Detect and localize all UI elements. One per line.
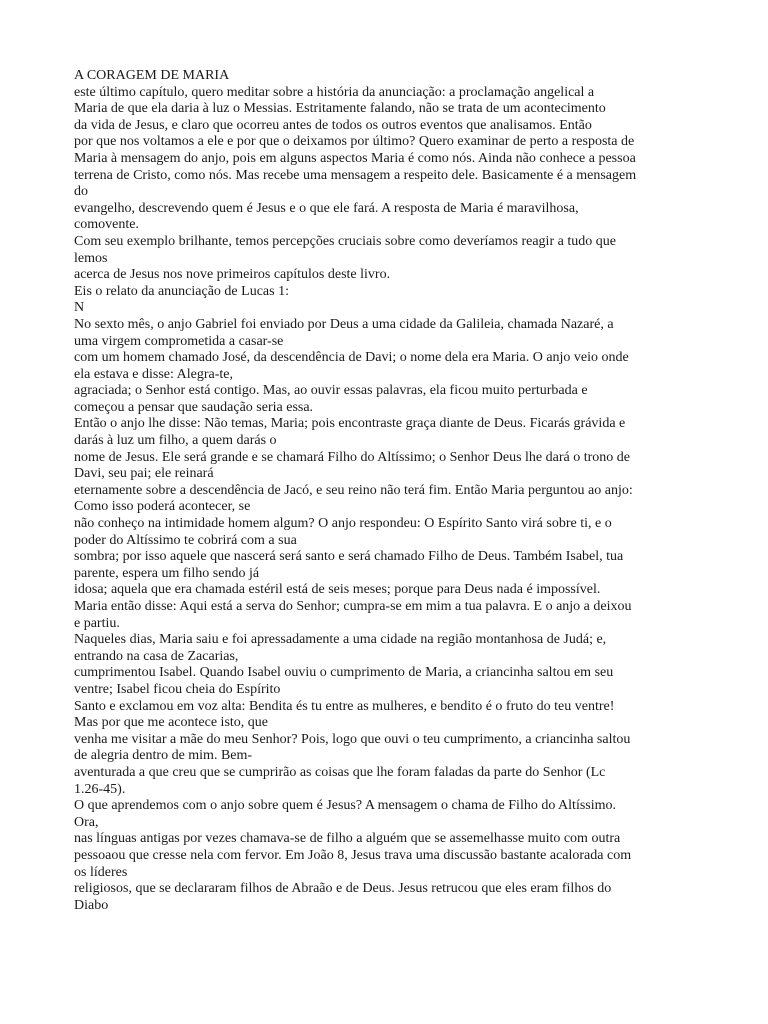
- text-line: terrena de Cristo, como nós. Mas recebe uma mensagem a respeito dele. Basicamente é a mensagem: [74, 167, 637, 183]
- text-line: venha me visitar a mãe do meu Senhor? Pois, logo que ouvi o teu cumprimento, a criancinha saltou: [74, 731, 631, 747]
- text-line: Então o anjo lhe disse: Não temas, Maria; pois encontraste graça diante de Deus. Ficarás grávida e: [74, 416, 626, 432]
- text-line: Como isso poderá acontecer, se: [74, 499, 251, 515]
- text-line: com um homem chamado José, da descendência de Davi; o nome dela era Maria. O anjo veio onde: [74, 350, 629, 366]
- text-line: eternamente sobre a descendência de Jacó, e seu reino não terá fim. Então Maria perguntou ao anjo:: [74, 482, 633, 498]
- text-line: Maria à mensagem do anjo, pois em alguns aspectos Maria é como nós. Ainda não conhece a pessoa: [74, 150, 636, 166]
- text-line: idosa; aquela que era chamada estéril está de seis meses; porque para Deus nada é impossível.: [74, 582, 601, 598]
- text-line: nome de Jesus. Ele será grande e se chamará Filho do Altíssimo; o Senhor Deus lhe dará o trono de: [74, 449, 630, 465]
- text-line: acerca de Jesus nos nove primeiros capítulos deste livro.: [74, 267, 391, 283]
- text-line: os líderes: [74, 864, 128, 880]
- text-line: lemos: [74, 250, 108, 266]
- text-line: comovente.: [74, 217, 139, 233]
- text-line: sombra; por isso aquele que nascerá será santo e será chamado Filho de Deus. Também Isabel, tua: [74, 549, 624, 565]
- text-line: ventre; Isabel ficou cheia do Espírito: [74, 681, 281, 697]
- text-line: aventurada a que creu que se cumprirão as coisas que lhe foram faladas da parte do Senhor (Lc: [74, 764, 606, 780]
- text-line: Davi, seu pai; ele reinará: [74, 466, 214, 482]
- text-line: não conheço na intimidade homem algum? O anjo respondeu: O Espírito Santo virá sobre ti, e o: [74, 516, 612, 532]
- text-line: de alegria dentro de mim. Bem-: [74, 748, 253, 764]
- text-line: religiosos, que se declararam filhos de Abraão e de Deus. Jesus retrucou que eles eram filhos do: [74, 881, 612, 897]
- text-line: O que aprendemos com o anjo sobre quem é Jesus? A mensagem o chama de Filho do Altíssimo.: [74, 798, 617, 814]
- text-line: Eis o relato da anunciação de Lucas 1:: [74, 283, 289, 299]
- text-line: No sexto mês, o anjo Gabriel foi enviado por Deus a uma cidade da Galileia, chamada Nazaré, a: [74, 316, 614, 332]
- text-line: agraciada; o Senhor está contigo. Mas, ao ouvir essas palavras, ela ficou muito perturbada e: [74, 383, 588, 399]
- text-line: darás à luz um filho, a quem darás o: [74, 433, 277, 449]
- text-line: começou a pensar que saudação seria essa.: [74, 399, 314, 415]
- text-line: uma virgem comprometida a casar-se: [74, 333, 284, 349]
- text-line: nas línguas antigas por vezes chamava-se de filho a alguém que se assemelhasse muito com outra: [74, 831, 621, 847]
- text-line: Maria de que ela daria à luz o Messias. Estritamente falando, não se trata de um acontecimento: [74, 101, 606, 117]
- text-line: Ora,: [74, 814, 99, 830]
- text-line: e partiu.: [74, 615, 120, 631]
- document-title: A CORAGEM DE MARIA: [74, 68, 230, 83]
- document-text: [74, 68, 704, 914]
- text-line: Diabo: [74, 897, 109, 913]
- text-line: Naqueles dias, Maria saiu e foi apressadamente a uma cidade na região montanhosa de Judá; e,: [74, 632, 607, 648]
- text-line: Santo e exclamou em voz alta: Bendita és tu entre as mulheres, e bendito é o fruto do teu ventre!: [74, 698, 615, 714]
- text-line: evangelho, descrevendo quem é Jesus e o que ele fará. A resposta de Maria é maravilhosa,: [74, 200, 579, 216]
- text-line: Mas por que me acontece isto, que: [74, 715, 268, 731]
- text-line: da vida de Jesus, e claro que ocorreu antes de todos os outros eventos que analisamos. Então: [74, 117, 592, 133]
- text-line: este último capítulo, quero meditar sobre a história da anunciação: a proclamação angelical a: [74, 84, 595, 100]
- text-line: por que nos voltamos a ele e por que o deixamos por último? Quero examinar de perto a resposta de: [74, 134, 635, 150]
- text-line: 1.26-45).: [74, 781, 126, 797]
- text-line: ela estava e disse: Alegra-te,: [74, 366, 233, 382]
- text-line: cumprimentou Isabel. Quando Isabel ouviu o cumprimento de Maria, a criancinha saltou em seu: [74, 665, 614, 681]
- text-line: parente, espera um filho sendo já: [74, 565, 260, 581]
- text-line: entrando na casa de Zacarias,: [74, 648, 239, 664]
- text-line: do: [74, 184, 88, 200]
- text-line: Maria então disse: Aqui está a serva do Senhor; cumpra-se em mim a tua palavra. E o anjo a deixou: [74, 599, 632, 614]
- text-line: Com seu exemplo brilhante, temos percepções cruciais sobre como deveríamos reagir a tudo que: [74, 233, 616, 249]
- text-line: pessoaou que cresse nela com fervor. Em João 8, Jesus trava uma discussão bastante acalorada com: [74, 847, 632, 863]
- text-line: poder do Altíssimo te cobrirá com a sua: [74, 532, 297, 548]
- text-line: N: [74, 300, 85, 316]
